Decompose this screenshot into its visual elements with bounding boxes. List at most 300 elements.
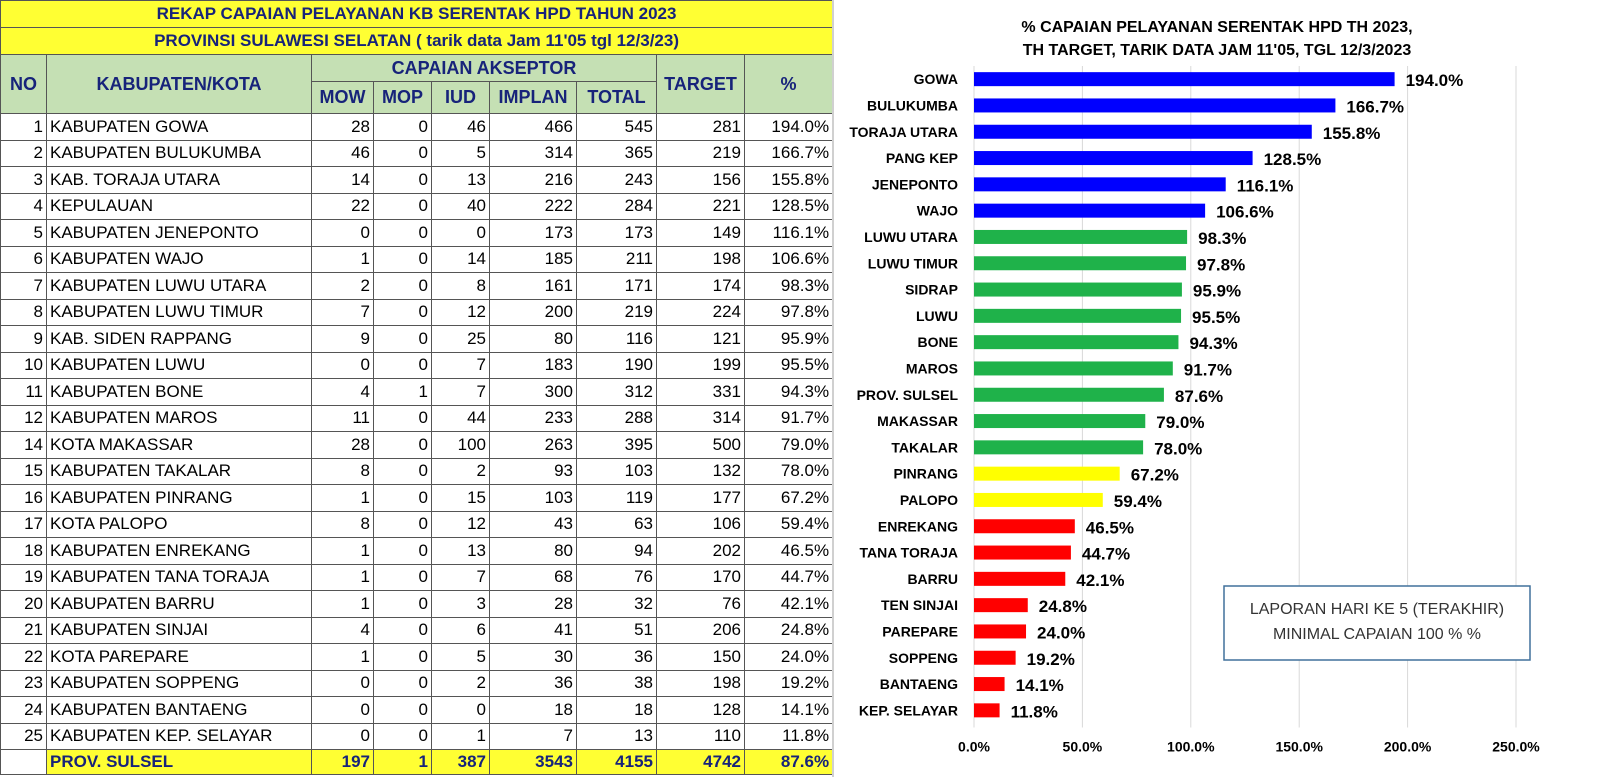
category-label: LUWU [916,307,958,324]
cell-name: KABUPATEN LUWU [47,352,312,379]
value-label: 14.1% [1015,676,1064,696]
cell-name: KABUPATEN GOWA [47,114,312,141]
value-label: 106.6% [1216,202,1274,222]
cell-iud: 6 [432,617,490,644]
cell-pct: 155.8% [745,167,833,194]
cell-target: 156 [657,167,745,194]
value-label: 91.7% [1183,360,1233,380]
cell-pct: 24.8% [745,617,833,644]
cell-mop: 1 [374,379,432,406]
cell-iud: 1 [432,723,490,750]
table-row [1,114,833,141]
cell-implan: 233 [490,405,577,432]
cell-total: 18 [577,697,657,724]
bar [974,572,1065,586]
cell-iud: 0 [432,220,490,247]
cell-implan: 300 [490,379,577,406]
cell-no: 18 [1,538,47,565]
cell-mow: 1 [312,246,374,273]
cell-no: 8 [1,299,47,326]
cell-iud: 7 [432,379,490,406]
cell-total: 171 [577,273,657,300]
cell-total: 116 [577,326,657,353]
cell-mop: 0 [374,670,432,697]
value-label: 94.3% [1189,334,1238,354]
cell-target: 110 [657,723,745,750]
chart-title-line2: TH TARGET, TARIK DATA JAM 11'05, TGL 12/3/2023 [1022,42,1412,59]
total-name: PROV. SULSEL [47,750,312,775]
cell-pct: 59.4% [745,511,833,538]
cell-implan: 93 [490,458,577,485]
table-title-line1: REKAP CAPAIAN PELAYANAN KB SERENTAK HPD TAHUN 2023 [1,1,833,28]
cell-iud: 5 [432,140,490,167]
value-label: 42.1% [1076,570,1125,590]
category-label: LUWU UTARA [864,228,958,245]
annotation-box [1224,586,1530,660]
cell-mow: 9 [312,326,374,353]
cell-target: 149 [657,220,745,247]
cell-mop: 0 [374,644,432,671]
cell-iud: 7 [432,564,490,591]
cell-target: 170 [657,564,745,591]
cell-implan: 173 [490,220,577,247]
value-label: 11.8% [1010,702,1058,722]
cell-total: 103 [577,458,657,485]
table-row [1,273,833,300]
category-label: SOPPENG [888,649,958,666]
bar [974,388,1164,402]
header-mop: MOP [374,82,432,114]
cell-iud: 2 [432,670,490,697]
cell-mow: 11 [312,405,374,432]
cell-target: 500 [657,432,745,459]
x-tick-label: 150.0% [1275,738,1323,755]
cell-name: KOTA MAKASSAR [47,432,312,459]
cell-iud: 44 [432,405,490,432]
category-label: BARRU [907,570,958,587]
cell-name: KABUPATEN JENEPONTO [47,220,312,247]
cell-iud: 7 [432,352,490,379]
cell-iud: 46 [432,114,490,141]
bar [974,651,1016,665]
header-mow: MOW [312,82,374,114]
header-capaian-akseptor: CAPAIAN AKSEPTOR [312,55,657,82]
cell-name: KABUPATEN TANA TORAJA [47,564,312,591]
cell-implan: 466 [490,114,577,141]
cell-name: KABUPATEN PINRANG [47,485,312,512]
category-labels [849,71,958,718]
category-label: PAREPARE [882,623,958,640]
table-row [1,299,833,326]
cell-no: 23 [1,670,47,697]
cell-no: 5 [1,220,47,247]
cell-pct: 46.5% [745,538,833,565]
bar [974,230,1187,244]
header-iud: IUD [432,82,490,114]
cell-pct: 24.0% [745,644,833,671]
cell-implan: 183 [490,352,577,379]
cell-mow: 0 [312,670,374,697]
header-percent: % [745,55,833,114]
cell-name: KOTA PAREPARE [47,644,312,671]
table-row [1,564,833,591]
cell-iud: 12 [432,511,490,538]
category-label: TORAJA UTARA [849,123,958,140]
value-label: 98.3% [1198,228,1247,248]
table-row [1,405,833,432]
cell-total: 211 [577,246,657,273]
cell-name: KEPULAUAN [47,193,312,220]
cell-name: KABUPATEN ENREKANG [47,538,312,565]
category-label: PANG KEP [885,150,958,167]
cell-mow: 4 [312,617,374,644]
category-label: BULUKUMBA [867,97,958,114]
category-label: BONE [917,334,958,351]
cell-mop: 0 [374,246,432,273]
cell-no: 20 [1,591,47,618]
cell-implan: 200 [490,299,577,326]
annotation-line2: MINIMAL CAPAIAN 100 % % [1272,626,1482,643]
table-row [1,485,833,512]
cell-mow: 8 [312,458,374,485]
table-row [1,167,833,194]
value-label: 19.2% [1026,649,1075,669]
table-row [1,511,833,538]
header-kabupaten: KABUPATEN/KOTA [47,55,312,114]
bar-chart [834,0,1600,777]
cell-iud: 40 [432,193,490,220]
cell-no [1,750,47,775]
cell-implan: 30 [490,644,577,671]
cell-iud: 5 [432,644,490,671]
cell-target: 224 [657,299,745,326]
cell-mop: 0 [374,432,432,459]
value-label: 24.0% [1037,623,1086,643]
bar [974,703,1000,717]
cell-target: 221 [657,193,745,220]
cell-target: 121 [657,326,745,353]
cell-pct: 44.7% [745,564,833,591]
cell-mop: 0 [374,591,432,618]
cell-no: 7 [1,273,47,300]
category-label: TANA TORAJA [859,544,958,561]
cell-name: KABUPATEN KEP. SELAYAR [47,723,312,750]
cell-iud: 13 [432,167,490,194]
cell-mop: 0 [374,458,432,485]
chart-title-line1: % CAPAIAN PELAYANAN SERENTAK HPD TH 2023, [1021,19,1413,36]
cell-implan: 28 [490,591,577,618]
cell-mow: 0 [312,723,374,750]
bar [974,519,1075,533]
category-label: PINRANG [893,465,958,482]
bar [974,256,1186,270]
category-label: GOWA [913,71,958,88]
cell-mow: 0 [312,697,374,724]
cell-total: 38 [577,670,657,697]
cell-mop: 0 [374,485,432,512]
header-total: TOTAL [577,82,657,114]
cell-target: 198 [657,670,745,697]
cell-target: 174 [657,273,745,300]
cell-total: 288 [577,405,657,432]
total-mow: 197 [312,750,374,775]
cell-implan: 80 [490,326,577,353]
cell-total: 51 [577,617,657,644]
cell-name: KAB. TORAJA UTARA [47,167,312,194]
cell-total: 395 [577,432,657,459]
cell-name: KABUPATEN LUWU TIMUR [47,299,312,326]
cell-no: 25 [1,723,47,750]
bar [974,546,1071,560]
bar [974,283,1182,297]
cell-mow: 22 [312,193,374,220]
cell-pct: 95.5% [745,352,833,379]
table-row [1,140,833,167]
bar [974,414,1145,428]
cell-mop: 0 [374,564,432,591]
cell-mop: 0 [374,140,432,167]
bar [974,177,1226,191]
chart-panel [834,0,1600,777]
cell-target: 199 [657,352,745,379]
cell-iud: 25 [432,326,490,353]
table-row [1,193,833,220]
cell-target: 132 [657,458,745,485]
cell-mow: 0 [312,352,374,379]
cell-pct: 42.1% [745,591,833,618]
cell-pct: 194.0% [745,114,833,141]
cell-name: KABUPATEN MAROS [47,405,312,432]
cell-implan: 263 [490,432,577,459]
cell-mop: 0 [374,511,432,538]
cell-no: 2 [1,140,47,167]
value-label: 95.9% [1192,281,1242,301]
cell-mop: 0 [374,220,432,247]
annotation-border [1224,586,1530,660]
cell-no: 16 [1,485,47,512]
x-tick-label: 0.0% [958,738,990,755]
header-implan: IMPLAN [490,82,577,114]
table-row [1,352,833,379]
total-iud: 387 [432,750,490,775]
cell-pct: 11.8% [745,723,833,750]
cell-pct: 67.2% [745,485,833,512]
x-tick-label: 50.0% [1062,738,1103,755]
cell-iud: 100 [432,432,490,459]
cell-mop: 0 [374,299,432,326]
table-row [1,432,833,459]
cell-mow: 4 [312,379,374,406]
value-label: 78.0% [1154,439,1203,459]
cell-implan: 80 [490,538,577,565]
cell-implan: 7 [490,723,577,750]
cell-target: 177 [657,485,745,512]
category-label: JENEPONTO [871,176,958,193]
cell-pct: 97.8% [745,299,833,326]
cell-total: 545 [577,114,657,141]
cell-implan: 216 [490,167,577,194]
category-label: TEN SINJAI [880,597,958,614]
cell-mop: 0 [374,167,432,194]
cell-target: 331 [657,379,745,406]
cell-no: 9 [1,326,47,353]
cell-mop: 0 [374,193,432,220]
category-label: MAROS [905,360,958,377]
cell-target: 314 [657,405,745,432]
cell-name: KAB. SIDEN RAPPANG [47,326,312,353]
cell-implan: 222 [490,193,577,220]
cell-mop: 0 [374,114,432,141]
cell-target: 202 [657,538,745,565]
total-pct: 87.6% [745,750,833,775]
cell-pct: 79.0% [745,432,833,459]
cell-name: KABUPATEN BULUKUMBA [47,140,312,167]
cell-pct: 14.1% [745,697,833,724]
bar [974,309,1181,323]
value-label: 87.6% [1174,386,1224,406]
value-label: 79.0% [1156,413,1205,433]
bar [974,440,1143,454]
cell-total: 76 [577,564,657,591]
cell-mow: 7 [312,299,374,326]
value-label: 95.5% [1192,307,1241,327]
cell-total: 13 [577,723,657,750]
cell-mow: 28 [312,432,374,459]
cell-name: KABUPATEN BANTAENG [47,697,312,724]
cell-target: 206 [657,617,745,644]
total-mop: 1 [374,750,432,775]
cell-target: 281 [657,114,745,141]
cell-target: 106 [657,511,745,538]
bar [974,467,1120,481]
category-label: BANTAENG [879,676,958,693]
bar [974,335,1178,349]
cell-no: 17 [1,511,47,538]
cell-target: 219 [657,140,745,167]
value-label: 194.0% [1405,71,1464,91]
cell-implan: 68 [490,564,577,591]
annotation-line1: LAPORAN HARI KE 5 (TERAKHIR) [1249,601,1505,618]
bar [974,72,1395,86]
cell-mop: 0 [374,273,432,300]
cell-mop: 0 [374,697,432,724]
cell-total: 312 [577,379,657,406]
cell-pct: 94.3% [745,379,833,406]
cell-iud: 2 [432,458,490,485]
value-label: 46.5% [1085,518,1135,538]
cell-name: KABUPATEN BARRU [47,591,312,618]
category-label: PALOPO [899,491,958,508]
cell-mow: 1 [312,591,374,618]
cell-total: 365 [577,140,657,167]
bar [974,677,1005,691]
table-row [1,670,833,697]
cell-name: KABUPATEN TAKALAR [47,458,312,485]
cell-name: KABUPATEN SINJAI [47,617,312,644]
category-label: PROV. SULSEL [856,386,958,403]
value-label: 24.8% [1038,597,1087,617]
cell-mop: 0 [374,326,432,353]
cell-mow: 8 [312,511,374,538]
cell-mop: 0 [374,405,432,432]
bar [974,204,1205,218]
bar [974,98,1335,112]
cell-total: 190 [577,352,657,379]
cell-mow: 2 [312,273,374,300]
cell-no: 10 [1,352,47,379]
cell-pct: 166.7% [745,140,833,167]
cell-no: 21 [1,617,47,644]
cell-no: 6 [1,246,47,273]
cell-target: 150 [657,644,745,671]
total-implan: 3543 [490,750,577,775]
cell-implan: 43 [490,511,577,538]
bar [974,361,1173,375]
category-label: WAJO [916,202,958,219]
x-axis-ticks [958,739,1540,755]
cell-name: KABUPATEN SOPPENG [47,670,312,697]
value-label: 166.7% [1346,97,1405,117]
cell-implan: 18 [490,697,577,724]
bar [974,598,1028,612]
cell-pct: 116.1% [745,220,833,247]
cell-target: 198 [657,246,745,273]
cell-no: 3 [1,167,47,194]
cell-name: KABUPATEN BONE [47,379,312,406]
table-row [1,246,833,273]
cell-pct: 95.9% [745,326,833,353]
cell-implan: 41 [490,617,577,644]
category-label: KEP. SELAYAR [858,702,958,719]
cell-target: 128 [657,697,745,724]
cell-pct: 19.2% [745,670,833,697]
cell-implan: 185 [490,246,577,273]
table-row [1,379,833,406]
cell-iud: 14 [432,246,490,273]
cell-total: 119 [577,485,657,512]
cell-mow: 0 [312,220,374,247]
cell-no: 22 [1,644,47,671]
cell-implan: 314 [490,140,577,167]
cell-mow: 1 [312,538,374,565]
total-target: 4742 [657,750,745,775]
cell-no: 12 [1,405,47,432]
cell-no: 19 [1,564,47,591]
value-label: 155.8% [1322,123,1381,143]
cell-no: 15 [1,458,47,485]
table-row [1,326,833,353]
cell-implan: 36 [490,670,577,697]
bar [974,151,1253,165]
cell-no: 24 [1,697,47,724]
category-label: SIDRAP [905,281,958,298]
cell-mow: 1 [312,644,374,671]
cell-iud: 12 [432,299,490,326]
category-label: MAKASSAR [877,413,958,430]
cell-implan: 103 [490,485,577,512]
value-label: 128.5% [1263,150,1322,170]
cell-iud: 3 [432,591,490,618]
x-tick-label: 200.0% [1383,738,1432,755]
bar [974,493,1103,507]
cell-mow: 1 [312,564,374,591]
cell-mow: 28 [312,114,374,141]
bar [974,125,1312,139]
cell-total: 36 [577,644,657,671]
table-row [1,617,833,644]
table-row [1,458,833,485]
cell-pct: 106.6% [745,246,833,273]
